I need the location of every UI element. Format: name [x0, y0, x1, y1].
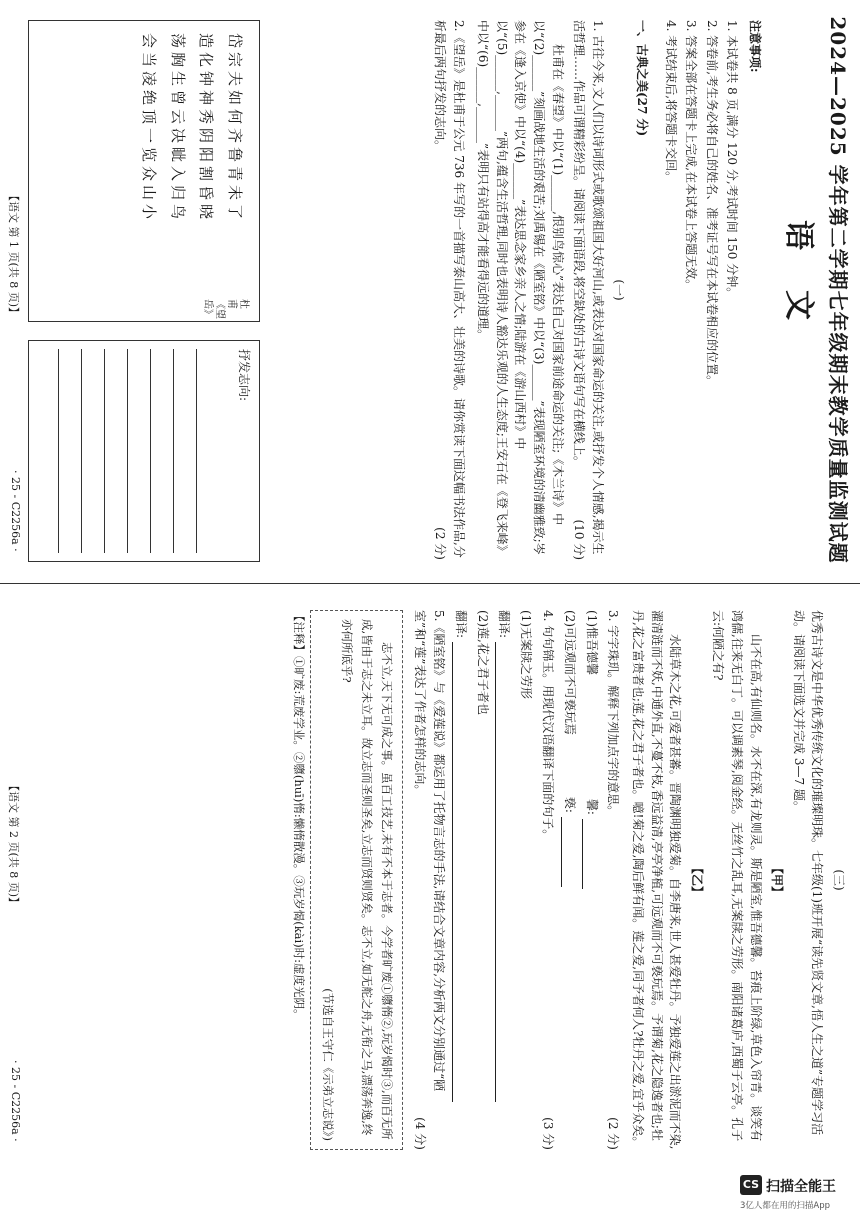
page-divider [0, 583, 860, 584]
answer-line [150, 349, 173, 553]
question-4 [538, 610, 557, 1150]
question-3b-label: 亵: [563, 796, 578, 813]
notice-item: 3. 答案全部在答题卡上完成,在本试卷上答题无效。 [684, 20, 699, 292]
question-2-text: 2.《望岳》是杜甫于公元 736 年写的一首描写泰山高大、壮美的诗歌。请你赏读下面这幅书法作品,分析最后两句抒发的志向。 [433, 20, 466, 558]
passage-bing: 志不立,天下无可成之事。虽百工技艺,未有不本于志者。今学者旷废①隳惰②,玩岁愒时③,而百无所成,皆由于志之未立耳。故立志而圣则圣矣,立志而贤则贤矣。志不立,如无舵之舟,无衔之马,漂荡奔逸,终亦何所底乎? [340, 619, 394, 1140]
passage-bing-source: (节选自王守仁《示弟立志说》) [320, 988, 335, 1141]
reading-intro: 优秀古诗文是中华优秀传统文化的璀璨明珠。七年级(1)班开展“读先贤文章,悟人生之道”专题学习活动。请阅读下面选文并完成 3—7 题。 [791, 610, 825, 1136]
notice-heading: 注意事项: [748, 20, 762, 73]
page-footer-label: 【语文 第 2 页(共 8 页)】 [7, 780, 20, 909]
question-4-text: 4. 句句锦玉。用现代汉语翻译下面的句子。 [540, 610, 555, 842]
answer-blank[interactable] [561, 817, 574, 887]
calligraphy-text: 岱宗夫如何齐鲁青未了造化钟神秀阴阳割昏晓荡胸生曾云决眦入归鸟会当凌绝顶一览众山小 [140, 33, 244, 224]
notice-item: 1. 本试卷共 8 页,满分 120 分,考试时间 150 分钟。 [725, 20, 740, 300]
question-5 [411, 610, 448, 1150]
watermark-tagline: 3亿人都在用的扫描App [740, 1201, 831, 1211]
answer-line [104, 349, 127, 553]
subject-title: 语文 [781, 220, 816, 360]
question-3a-text: (1)惟吾德馨 [584, 610, 599, 675]
question-3a [582, 610, 601, 1150]
question-2-score: (2 分) [433, 527, 448, 560]
exam-page-2 [0, 590, 860, 1170]
question-3a-label: 馨: [584, 798, 599, 815]
question-1-intro [570, 20, 607, 560]
answer-box-label: 抒发志向: [237, 349, 251, 402]
reading-section [287, 610, 848, 1150]
exam-page-1 [0, 0, 860, 580]
question-3 [604, 610, 623, 1150]
watermark-app-name: 扫描全能王 [766, 1179, 836, 1195]
question-3b-text: (2)可远观而不可亵玩焉 [563, 610, 578, 735]
exam-page-1-rotated [0, 0, 860, 580]
scanner-watermark [740, 1175, 860, 1211]
page-footer-label: 【语文 第 1 页(共 8 页)】 [7, 190, 20, 319]
question-2-intro [431, 20, 468, 560]
answer-line [81, 349, 104, 553]
annotation: 【注释】①旷废:荒废学业。②隳(huī)惰:懒惰散漫。③玩岁愒(kài)时:虚度光阴。 [292, 610, 307, 1021]
notice-item: 2. 答卷前,考生务必将自己的姓名、准考证号写在本试卷相应的位置。 [704, 20, 719, 388]
question-3-score: (2 分) [606, 1117, 621, 1150]
translation-row [495, 610, 514, 1150]
answer-box[interactable] [28, 340, 260, 562]
question-1-body: 杜甫在《春望》中以“(1)______,恨别鸟惊心”表达自己对国家前途命运的关注;《木兰诗》中以“(2)______”刻画战地生活的艰苦;刘禹锡在《陋室铭》中以“(3)______”表现陋室环境的清幽雅致;岑参在《逢入京使》中以“(4)______”表达思念家乡亲人之情;陆游在《游山西村》中以“(5)______,______”两句,蕴含生活哲理,同时也表明诗人豁达乐观的人生态度;王安石在《登飞来峰》中以“(6)______,______”表明只有站得高才能看得远的道理。 [476, 20, 565, 557]
passage-jia: 山不在高,有仙则名。水不在深,有龙则灵。斯是陋室,惟吾德馨。苔痕上阶绿,草色入帘青。谈笑有鸿儒,往来无白丁。可以调素琴,阅金经。无丝竹之乱耳,无案牍之劳形。南阳诸葛庐,西蜀子云亭。孔子云:何陋之有? [711, 610, 763, 1142]
passage-bing-box [310, 610, 402, 1150]
answer-line [127, 349, 150, 553]
exam-notices [428, 20, 771, 560]
question-3b [561, 610, 580, 1150]
translation-label: 翻译: [497, 610, 512, 639]
translation-row [452, 610, 471, 1150]
page-footer-code: · 25 - C2256a · [9, 1060, 22, 1142]
answer-line [58, 349, 81, 553]
question-4a: (1)无案牍之劳形 [519, 610, 534, 699]
translation-label: 翻译: [454, 610, 469, 639]
question-4-score: (3 分) [540, 1117, 555, 1150]
question-4b: (2)莲,花之君子者也 [475, 610, 490, 715]
answer-line [173, 349, 196, 553]
question-1-score: (10 分) [572, 519, 587, 560]
question-3-text: 3. 字字珠玑。解释下列加点字的意思。 [606, 610, 621, 818]
notice-item: 4. 考试结束后,将答题卡交回。 [663, 20, 678, 184]
passage-label-yi: 【乙】 [689, 861, 704, 898]
part-heading: (三) [832, 869, 846, 891]
camscanner-logo-icon: CS [740, 1175, 762, 1195]
question-1-text: 1. 古往今来,文人们以诗词形式或歌颂祖国大好河山,或表达对国家命运的关注,或抒发个人情感,揭示生活哲理……作品可谓精彩纷呈。请阅读下面语段,将空缺处的古诗文语句写在横线上。 [572, 20, 605, 555]
answer-blank[interactable] [452, 642, 465, 1102]
passage-yi: 水陆草木之花,可爱者甚蕃。晋陶渊明独爱菊。自李唐来,世人甚爱牡丹。予独爱莲之出淤泥而不染,濯清涟而不妖,中通外直,不蔓不枝,香远益清,亭亭净植,可远观而不可亵玩焉。予谓菊,花之隐逸者也;牡丹,花之富贵者也;莲,花之君子者也。噫!菊之爱,陶后鲜有闻。莲之爱,同予者何人?牡丹之爱,宜乎众矣。 [631, 610, 683, 1150]
calligraphy-artwork [28, 20, 260, 322]
answer-blank[interactable] [495, 642, 508, 1102]
exam-page-2-rotated [0, 590, 860, 1170]
part-heading: (一) [612, 279, 627, 301]
passage-label-jia: 【甲】 [770, 861, 785, 898]
question-5-text: 5.《陋室铭》与《爱莲说》都运用了托物言志的手法,请结合文章内容,分析两文分别通过“陋室”和“莲”表达了作者怎样的志向。 [413, 610, 446, 1092]
calligraphy-signature: 杜甫《望岳》 [202, 299, 249, 319]
answer-blank[interactable] [582, 819, 595, 889]
question-5-score: (4 分) [413, 1117, 428, 1150]
section-heading: 一、古典之美(27 分) [635, 20, 650, 137]
answer-line [196, 349, 219, 553]
page-footer-code: · 25 - C2256a · [9, 470, 22, 552]
exam-title: 2024—2025 学年第二学期七年级期末教学质量监测试题 [826, 16, 850, 564]
